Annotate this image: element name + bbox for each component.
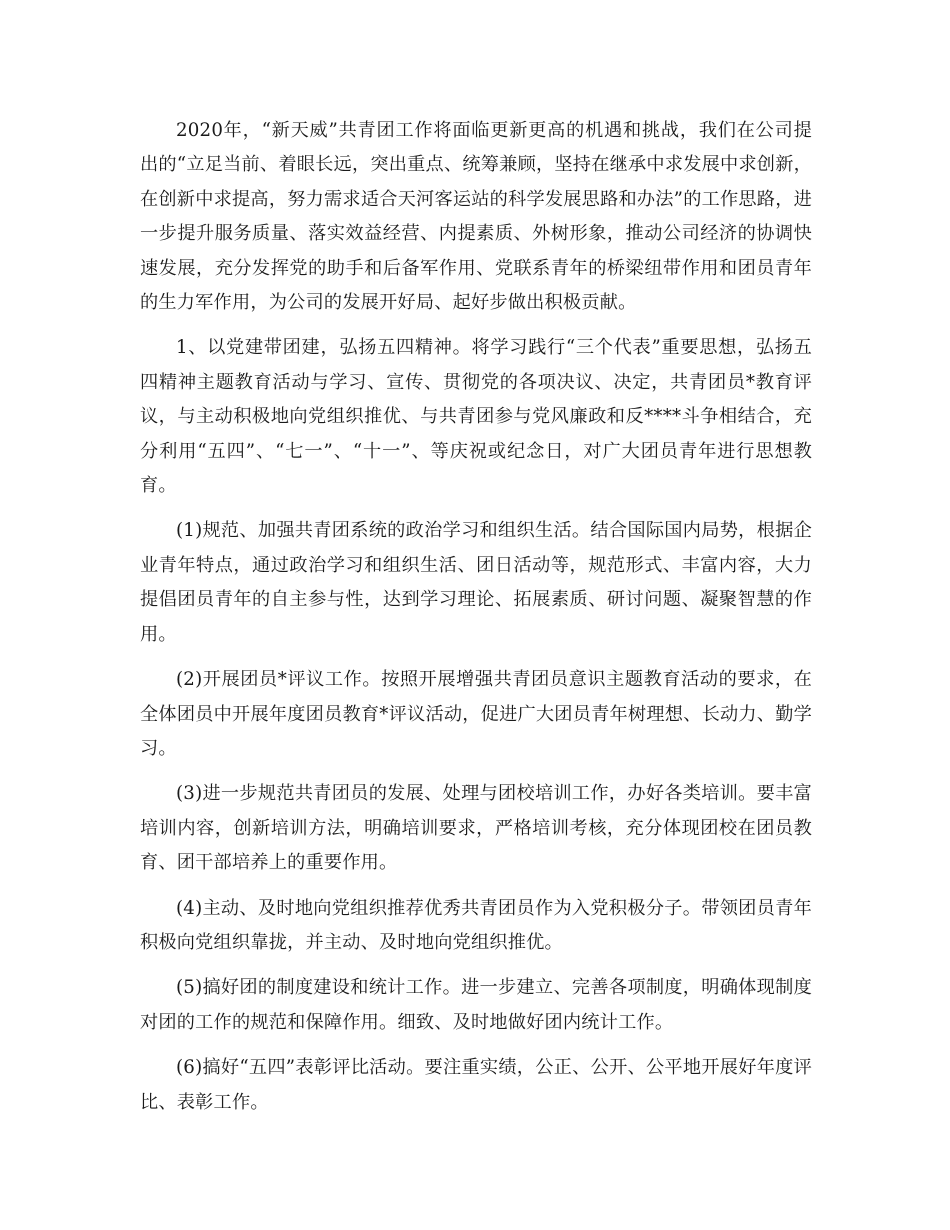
paragraph-item-3: (3)进一步规范共青团员的发展、处理与团校培训工作，办好各类培训。要丰富培训内容，创新培训方法，明确培训要求，严格培训考核，充分体现团校在团员教育、团干部培养上的重要作用。	[140, 783, 812, 874]
paragraph-item-2: (2)开展团员*评议工作。按照开展增强共青团员意识主题教育活动的要求，在全体团员中开展年度团员教育*评议活动，促进广大团员青年树理想、长动力、勤学习。	[140, 669, 812, 759]
paragraph-item-5: (5)搞好团的制度建设和统计工作。进一步建立、完善各项制度，明确体现制度对团的工作的规范和保障作用。细致、及时地做好团内统计工作。	[140, 977, 812, 1033]
document-body	[140, 114, 812, 1120]
paragraph-section-1: 1、以党建带团建，弘扬五四精神。将学习践行“三个代表”重要思想，弘扬五四精神主题教育活动与学习、宣传、贯彻党的各项决议、决定，共青团员*教育评议，与主动积极地向党组织推优、与共青团参与党风廉政和反****斗争相结合，充分利用“五四”、“七一”、“十一”、等庆祝或纪念日，对广大团员青年进行思想教育。	[140, 337, 812, 497]
paragraph-item-1: (1)规范、加强共青团系统的政治学习和组织生活。结合国际国内局势，根据企业青年特点，通过政治学习和组织生活、团日活动等，规范形式、丰富内容，大力提倡团员青年的自主参与性，达到学习理论、拓展素质、研讨问题、凝聚智慧的作用。	[140, 520, 812, 645]
paragraph-item-4: (4)主动、及时地向党组织推荐优秀共青团员作为入党积极分子。带领团员青年积极向党组织靠拢，并主动、及时地向党组织推优。	[140, 897, 812, 953]
paragraph-item-6: (6)搞好“五四”表彰评比活动。要注重实绩，公正、公开、公平地开展好年度评比、表彰工作。	[140, 1057, 812, 1113]
paragraph-intro: 2020年，“新天威”共青团工作将面临更新更高的机遇和挑战，我们在公司提出的“立足当前、着眼长远，突出重点、统筹兼顾，坚持在继承中求发展中求创新，在创新中求提高，努力需求适合天河客运站的科学发展思路和办法”的工作思路，进一步提升服务质量、落实效益经营、内提素质、外树形象，推动公司经济的协调快速发展，充分发挥党的助手和后备军作用、党联系青年的桥梁纽带作用和团员青年的生力军作用，为公司的发展开好局、起好步做出积极贡献。	[140, 120, 812, 314]
